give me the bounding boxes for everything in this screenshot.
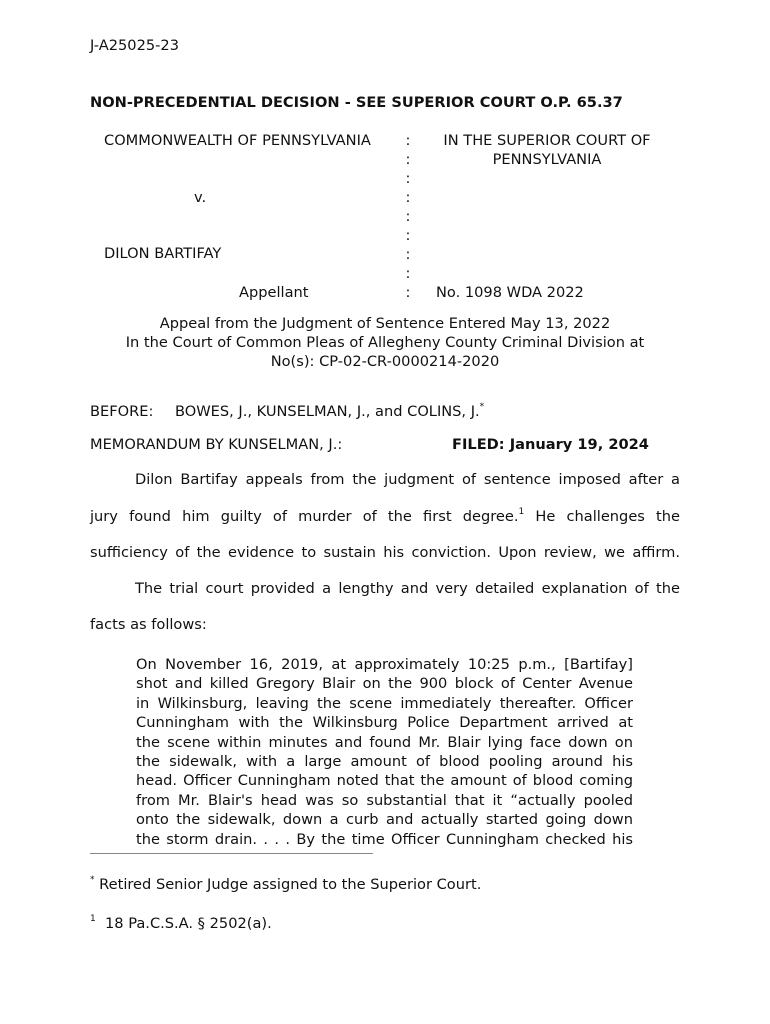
footnote-marker: *: [90, 875, 95, 886]
docket-code: J-A25025-23: [90, 37, 179, 54]
footnote-1: [90, 915, 272, 933]
quote-line: head. Officer Cunningham noted that the amount of blood coming: [136, 772, 633, 790]
caption-colon: :: [405, 151, 411, 168]
panel-judges-text: BOWES, J., KUNSELMAN, J., and COLINS, J.: [175, 403, 480, 420]
body-p1-line2-rest: He challenges the: [524, 508, 680, 525]
quote-line: the storm drain. . . . By the time Officer Cunningham checked his: [136, 830, 633, 848]
quote-line: the sidewalk, with a large amount of blood pooling around his: [136, 753, 633, 770]
caption-colon: :: [405, 227, 411, 244]
caption-plaintiff: COMMONWEALTH OF PENNSYLVANIA: [104, 132, 371, 149]
memorandum-author: MEMORANDUM BY KUNSELMAN, J.:: [90, 436, 343, 453]
before-label: BEFORE:: [90, 403, 154, 420]
footnote-divider: [90, 853, 373, 854]
caption-colon: :: [405, 132, 411, 149]
caption-court-line2: PENNSYLVANIA: [492, 151, 602, 168]
quote-line: from Mr. Blair's head was so substantial that it “actually pooled: [136, 791, 633, 809]
caption-colon: :: [405, 284, 411, 301]
body-p2-line2: facts as follows:: [90, 616, 207, 633]
footnote-text: 18 Pa.C.S.A. § 2502(a).: [105, 915, 272, 932]
caption-versus: v.: [194, 189, 207, 206]
caption-colon: :: [405, 265, 411, 282]
caption-defendant: DILON BARTIFAY: [104, 245, 222, 262]
body-p2-line1: The trial court provided a lengthy and very detailed explanation of the: [135, 580, 680, 597]
appeal-line-1: Appeal from the Judgment of Sentence Entered May 13, 2022: [159, 315, 611, 332]
quote-line: the scene within minutes and found Mr. Blair lying face down on: [136, 733, 633, 751]
footnote-senior-judge: [90, 876, 481, 894]
appeal-line-3: No(s): CP-02-CR-0000214-2020: [270, 353, 500, 370]
body-p1-line2-text: jury found him guilty of murder of the first degree.: [90, 508, 519, 525]
footnote-1-marker: 1: [518, 507, 525, 518]
panel-judges: [175, 403, 484, 421]
filed-date: FILED: January 19, 2024: [452, 436, 649, 453]
body-p1-line2: [90, 508, 680, 526]
footnote-text: Retired Senior Judge assigned to the Superior Court.: [99, 876, 482, 893]
body-p1-line1: Dilon Bartifay appeals from the judgment of sentence imposed after a: [135, 471, 680, 488]
caption-colon: :: [405, 246, 411, 263]
appeal-line-2: In the Court of Common Pleas of Allegheny County Criminal Division at: [125, 334, 645, 351]
body-p1-line3: sufficiency of the evidence to sustain his conviction. Upon review, we affirm.: [90, 544, 680, 561]
case-number: No. 1098 WDA 2022: [436, 284, 584, 301]
caption-court-line1: IN THE SUPERIOR COURT OF: [443, 132, 651, 149]
caption-role: Appellant: [239, 284, 309, 301]
quote-line: Cunningham with the Wilkinsburg Police Department arrived at: [136, 714, 633, 732]
footnote-marker: 1: [90, 914, 96, 925]
quote-line: onto the sidewalk, down a curb and actually started going down: [136, 811, 633, 829]
quote-line: shot and killed Gregory Blair on the 900 block of Center Avenue: [136, 675, 633, 693]
senior-judge-marker: *: [479, 402, 485, 413]
caption-colon: :: [405, 189, 411, 206]
non-precedential-notice: NON-PRECEDENTIAL DECISION - SEE SUPERIOR COURT O.P. 65.37: [90, 94, 623, 111]
quote-line: in Wilkinsburg, leaving the scene immediately thereafter. Officer: [136, 694, 633, 712]
caption-colon: :: [405, 170, 411, 187]
quote-line: On November 16, 2019, at approximately 10:25 p.m., [Bartifay]: [136, 656, 633, 673]
caption-colon: :: [405, 208, 411, 225]
